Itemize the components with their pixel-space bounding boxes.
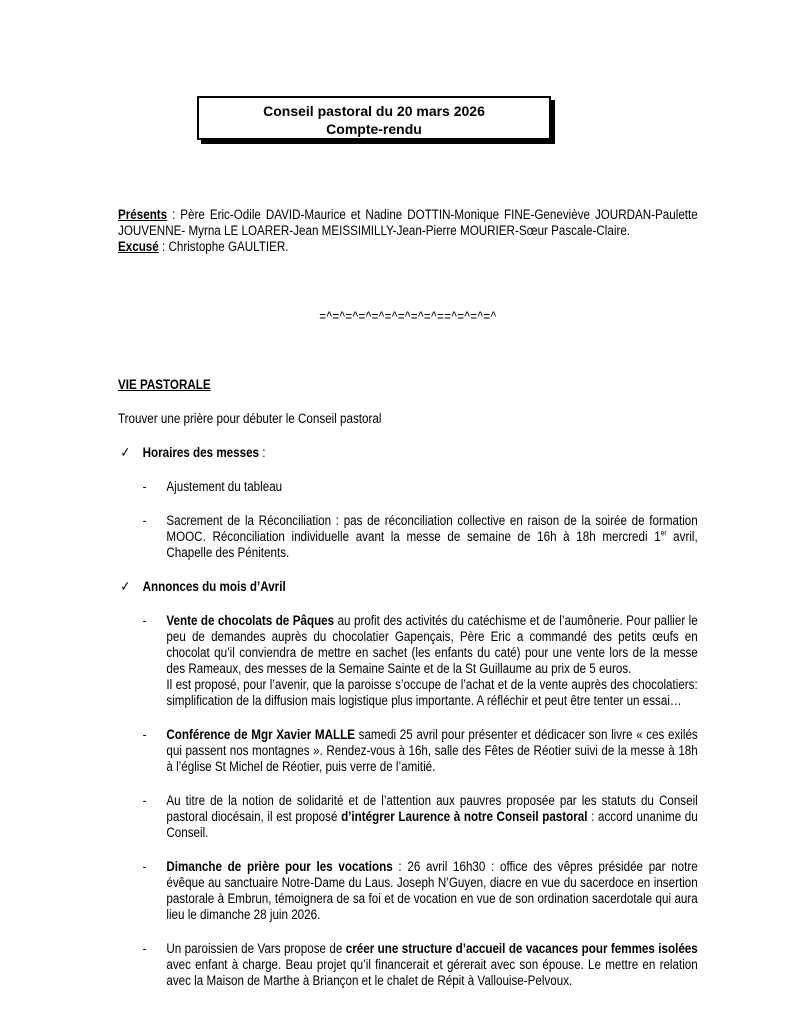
group-heading-suffix: :: [259, 445, 266, 461]
group-heading-text: Annonces du mois d’Avril: [142, 579, 286, 595]
bold-text: créer une structure d’accueil de vacances pour femmes isolées: [345, 941, 698, 957]
attendance-present: [118, 207, 698, 239]
list-item: [118, 479, 698, 495]
attendance-excused: [118, 239, 698, 255]
list-item: [118, 513, 698, 561]
group-heading: [118, 445, 698, 461]
dash-bullet: -: [142, 941, 147, 957]
dash-bullet: -: [142, 479, 147, 495]
bold-text: Conférence de Mgr Xavier MALLE: [166, 727, 355, 743]
list-item: [118, 859, 698, 923]
dash-bullet: -: [142, 613, 147, 629]
intro-text: Trouver une prière pour débuter le Conseil pastoral: [118, 411, 382, 427]
bold-text: Dimanche de prière pour les vocations: [166, 859, 393, 875]
item-text: avril, Chapelle des Pénitents.: [166, 529, 698, 561]
document-body: [118, 207, 698, 989]
present-list: : Père Eric-Odile DAVID-Maurice et Nadine DOTTIN-Monique FINE-Geneviève JOURDAN-Paulette JOUVENNE- Myrna LE LOARER-Jean MEISSIMILLY-Jean-Pierre MOURIER-Sœur Pascale-Claire.: [118, 207, 698, 239]
item-text: : 26 avril 16h30 : office des vêpres présidée par notre évêque au sanctuaire Notre-Dame du Laus. Joseph N’Guyen, diacre en vue du sacerdoce en insertion pastorale à Embrun, témoignera de sa foi et de vocation en vue de son ordination sacerdotale qui aura lieu le dimanche 28 juin 2026.: [166, 859, 698, 923]
item-text: Sacrement de la Réconciliation : pas de réconciliation collective en raison de la soirée de formation MOOC. Réconciliation individuelle avant la messe de semaine de 16h à 18h mercredi 1: [166, 513, 698, 545]
item-text: au profit des activités du catéchisme et de l’aumônerie. Pour pallier le peu de demandes auprès du chocolatier Gapençais, Père Eric a commandé des petits œufs en chocolat qu’il conviendra de mettre en sachet (les enfants du caté) pour une vente lors de la messe des Rameaux, des messes de la Semaine Sainte et de la St Guillaume au prix de 5 euros.: [166, 613, 698, 677]
bold-text: d’intégrer Laurence à notre Conseil pastoral: [341, 809, 588, 825]
item-text: Il est proposé, pour l’avenir, que la paroisse s’occupe de l’achat et de la vente auprès des chocolatiers: simplification de la diffusion mais logistique plus importante. A réfléchir et peut être tenter un essai…: [166, 677, 698, 709]
item-text: : accord unanime du Conseil.: [166, 809, 698, 841]
excused-label: Excusé: [118, 239, 159, 255]
agenda-groups: [118, 445, 698, 989]
bold-text: Vente de chocolats de Pâques: [166, 613, 335, 629]
item-text: Ajustement du tableau: [166, 479, 283, 495]
section-title: VIE PASTORALE: [118, 377, 211, 393]
dash-bullet: -: [142, 727, 147, 743]
separator: =^=^=^=^=^=^=^=^=^==^=^=^=^: [319, 309, 497, 325]
list-item: [118, 941, 698, 989]
excused-list: : Christophe GAULTIER.: [158, 239, 289, 255]
list-item: [118, 793, 698, 841]
document-title: Conseil pastoral du 20 mars 2026: [263, 103, 485, 119]
title-box: [197, 96, 551, 140]
checkmark-icon: ✓: [120, 579, 131, 595]
item-text: Au titre de la notion de solidarité et de l’attention aux pauvres proposée par les statuts du Conseil pastoral diocésain, il est proposé: [166, 793, 698, 825]
group-heading-text: Horaires des messes: [142, 445, 260, 461]
list-item: [118, 613, 698, 709]
item-text: er: [660, 528, 667, 538]
item-text: Un paroissien de Vars propose de: [166, 941, 346, 957]
group-heading: [118, 579, 698, 595]
item-text: samedi 25 avril pour présenter et dédicacer son livre « ces exilés qui passent nos montagnes ». Rendez-vous à 16h, salle des Fêtes de Réotier suivi de la messe à 18h à l’église St Michel de Réotier, puis verre de l’amitié.: [166, 727, 698, 775]
dash-bullet: -: [142, 793, 147, 809]
item-text: avec enfant à charge. Beau projet qu’il financerait et gérerait avec son épouse. Le mettre en relation avec la Maison de Marthe à Briançon et le chalet de Répit à Vallouise-Pelvoux.: [166, 957, 698, 989]
dash-bullet: -: [142, 513, 147, 529]
present-label: Présents: [118, 207, 168, 223]
list-item: [118, 727, 698, 775]
checkmark-icon: ✓: [120, 445, 131, 461]
dash-bullet: -: [142, 859, 147, 875]
document-subtitle: Compte-rendu: [326, 121, 422, 137]
